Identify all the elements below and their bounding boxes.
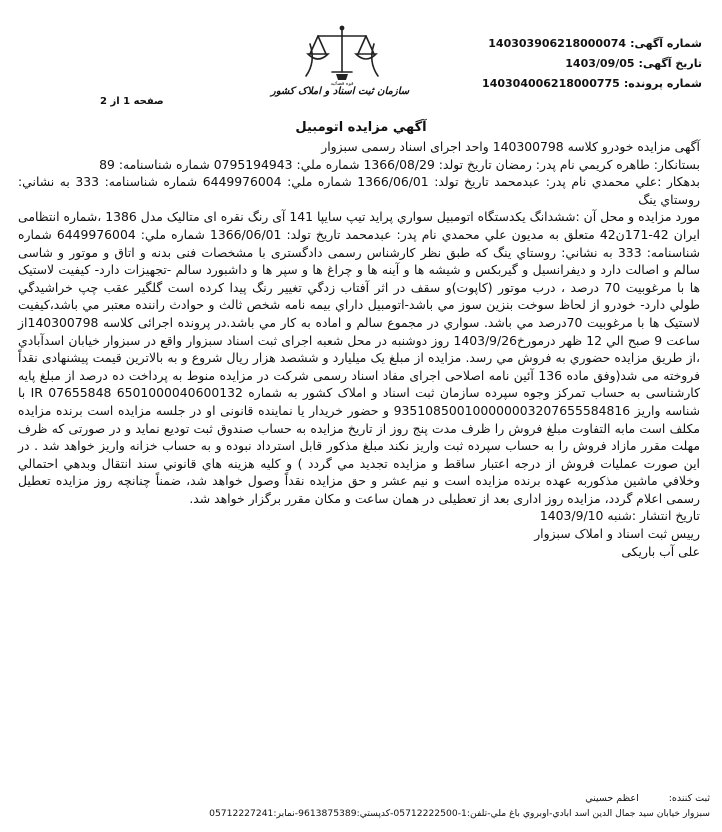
office-address: سبزوار خيابان سيد جمال الدين اسد ابادي-اوبروي باغ ملي-تلفن:1-05712222500-كدپستي:9613875389-نمابر:05712227241 — [209, 808, 710, 819]
ad-date-label: تاریخ آگهی: — [638, 57, 702, 70]
publish-date: تاريخ انتشار :شنبه 1403/9/10 — [539, 508, 700, 524]
creditor-paragraph: بستانکار: طاهره كريمي نام پدر: رمضان تاريخ تولد: 1366/08/29 شماره ملي: 0795194943 شماره شناسنامه: 89 — [99, 156, 700, 172]
ad-number-row — [412, 34, 702, 54]
debtor-paragraph: بدهکار :علي محمدي نام پدر: عبدمحمد تاريخ تولد: 1366/06/01 شماره ملي: 6449976004 شماره شناسنامه: 333 به نشاني: روستاي ينگ — [18, 174, 700, 207]
judiciary-emblem-icon — [296, 22, 388, 86]
notice-metadata — [412, 34, 702, 94]
signature-block — [18, 507, 700, 560]
organization-name: سازمان ثبت اسناد و املاک کشور — [270, 86, 410, 97]
page-indicator: صفحه 1 از 2 — [100, 96, 164, 107]
judiciary-text: قوه قضائیه — [330, 81, 354, 86]
ad-number: 140303906218000074 — [488, 37, 627, 50]
signer-name: علی آب باریکی — [621, 543, 700, 559]
auction-details-paragraph: مورد مزایده و محل آن :ششدانگ يكدستگاه اتومبيل سواري پرايد تيپ سايپا 141 آی رنگ نقره ای متالیک مدل 1386 ،شماره انتظامی ایران 42-171ن42 متعلق به مديون علي محمدي نام پدر: عبدمحمد تاريخ تولد: 1366/06/01 شماره ملي: 6449976004 شماره شناسنامه: 333 به نشاني: روستاي ينگ كه طبق نظر کارشناس رسمی دادگستری با مشخصات فنی بدنه و اتاق و موتور و شاسی سالم و اصالت دارد و ديفرانسيل و گيربكس و شيشه ها و آینه ها و چراغ ها و سپر ها و داشبورد سالم -تجهيزات دارد- كيفيت لاستيک ها با مرغوبيت 70 درصد ، درب موتور (كاپوت)و سقف در اثر آفتاب زدگي تغيير رنگ پيدا كرده است گلگير عقب چپ خراشيدگي طولي دارد- خودرو از لحاظ سوخت بنزين سوز مي باشد-اتومبيل داراي بيمه نامه شخص ثالث و حوادث راننده معتبر مي باشد،كيفيت لاستيک ها با مرغوبيت 70درصد مي باشد. سواري در مجموع سالم و اماده به كار مي باشد.در پرونده اجرائی کلاسه 140300798از ساعت 9 صبح الي 12 ظهر درمورخ1403/9/26 روز دوشنبه در محل شعبه اجرای ثبت اسناد سبزوار واقع در سبزوار خيابان اسدآبادي ،از طريق مزايده حضوري به فروش مي رسد. مزايده از مبلغ یک میلیارد و ششصد هزار ريال شروع و به بالاترین قیمت پیشنهادی نقداً فروخته می شد(وفق ماده 136 آئین نامه اصلاحی اجرای مفاد اسناد رسمی شرکت در مزایده منوط به پرداخت ده درصد از مبلغ پایه کارشناسی به حساب تمرکز وجوه سپرده سازمان ثبت اسناد و املاک کشور به شماره 6501000040600132 07655848 IR با شناسه واریز 935108500100000003207655584816 و حضور خریدار یا نماینده قانونی او در جلسه مزایده است برنده مزایده مکلف است مابه التفاوت مبلغ فروش را ظرف مدت پنج روز از تاریخ مزایده به حساب صندوق ثبت تودیع نماید و در صورتی که ظرف مهلت مقرر مازاد فروش را به حساب سپرده ثبت واریز نکند مبلغ مذکور قابل استرداد نبوده و به حساب خزانه واریز خواهد شد . در این صورت عمليات فروش از درجه اعتبار ساقط و مزايده تجديد مي گردد ) و كليه هزينه هاي قانوني سند انتقال وبدهي احتمالي وخلافي ماشين مذكوربه عهده برنده مزايده است و نيم عشر و حق مزايده نقداً وصول خواهد شد، ضمناً چنانچه روز مزایده تعطیل رسمی اعلام گردد، مزایده روز اداری بعد از تعطیلی در همان ساعت و مکان مقرر برگزار خواهد شد. — [18, 209, 701, 506]
ad-number-label: شماره آگهی: — [630, 37, 702, 50]
registrar-label: ثبت كننده: — [668, 793, 710, 804]
registrar-row — [12, 792, 710, 806]
ad-date: 1403/09/05 — [565, 57, 635, 70]
registrar-name: اعظم حسيني — [585, 793, 639, 804]
notice-heading-line: آگهی مزایده خودرو کلاسه 140300798 واحد اجرای اسناد رسمی سبزوار — [321, 139, 700, 154]
signer-title: رييس ثبت اسناد و املاک سبزوار — [534, 526, 700, 542]
notice-body — [18, 138, 700, 560]
ad-date-row — [412, 54, 702, 74]
file-number-label: شماره پرونده: — [623, 77, 702, 90]
file-number: 140304006218000775 — [482, 77, 620, 90]
file-number-row — [412, 74, 702, 94]
notice-title: آگهي مزايده اتومبيل — [295, 120, 427, 135]
page-footer — [12, 792, 710, 822]
